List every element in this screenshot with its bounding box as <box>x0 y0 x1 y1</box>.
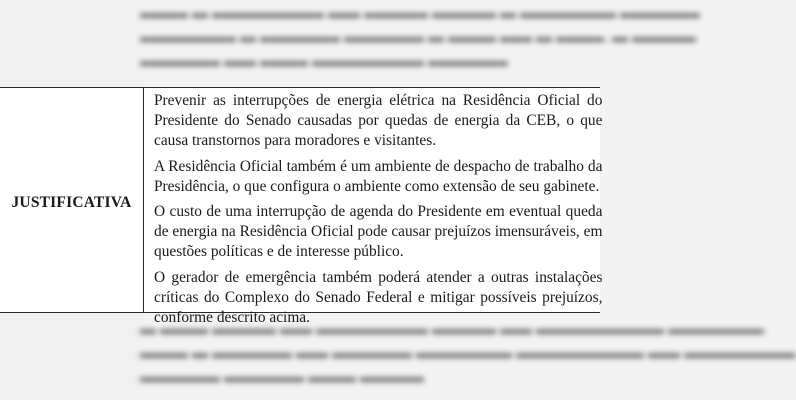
row-label: JUSTIFICATIVA <box>11 194 132 211</box>
row-label-cell <box>0 88 144 312</box>
paragraph <box>154 157 602 197</box>
row-content-cell <box>144 88 604 326</box>
paragraph-line: questões políticas e de interesse público. <box>154 243 404 260</box>
paragraph-line: O gerador de emergência também poderá atender a outras instalações <box>154 268 603 286</box>
blurred-document-text-top: ▬▬▬ ▬ ▬▬▬▬▬▬▬ ▬▬ ▬▬▬▬ ▬▬▬▬ ▬ ▬▬▬▬▬▬ ▬▬▬▬▬ ▬▬▬▬▬▬ ▬ ▬▬▬▬▬ ▬▬▬▬▬ ▬ ▬▬▬ ▬▬ ▬ ▬▬▬. ▬ ▬▬▬▬ ▬▬▬▬▬ ▬▬ ▬▬▬ ▬▬▬▬▬▬▬ ▬▬▬▬▬ <box>140 5 700 70</box>
paragraph-line: de energia na Residência Oficial pode causar prejuízos imensuráveis, em <box>154 223 603 240</box>
paragraph-line: Presidente do Senado causadas por quedas de energia da CEB, o que <box>154 112 603 129</box>
paragraph <box>154 268 602 328</box>
paragraph-line: críticas do Complexo do Senado Federal e mitigar possíveis prejuízos, <box>154 288 603 306</box>
paragraph-line: Prevenir as interrupções de energia elétrica na Residência Oficial do <box>154 92 603 109</box>
justification-table-row <box>0 87 603 326</box>
blurred-document-text-bottom: ▬ ▬▬▬ ▬▬▬▬ ▬▬ ▬▬▬▬▬▬▬ ▬▬▬▬ ▬▬ ▬▬▬▬▬▬▬▬ ▬▬▬▬▬▬ ▬▬▬ ▬ ▬▬▬▬▬ ▬▬ ▬▬▬▬▬ ▬▬▬▬▬▬ ▬▬▬▬▬▬▬▬ ▬▬ ▬▬▬▬▬▬▬ ▬▬▬▬▬ ▬▬▬▬▬ ▬▬▬ ▬▬▬▬ <box>140 321 796 386</box>
paragraph <box>154 91 602 151</box>
paragraph <box>154 202 602 262</box>
paragraph-line: causa transtornos para moradores e visitantes. <box>154 132 437 149</box>
paragraph-line: O custo de uma interrupção de agenda do Presidente em eventual queda <box>154 203 603 220</box>
paragraph-line: A Residência Oficial também é um ambiente de despacho de trabalho da <box>154 157 603 175</box>
paragraph-line: Presidência, o que configura o ambiente como extensão de seu gabinete. <box>154 177 600 195</box>
paragraph-line: conforme descrito acima. <box>154 308 310 326</box>
